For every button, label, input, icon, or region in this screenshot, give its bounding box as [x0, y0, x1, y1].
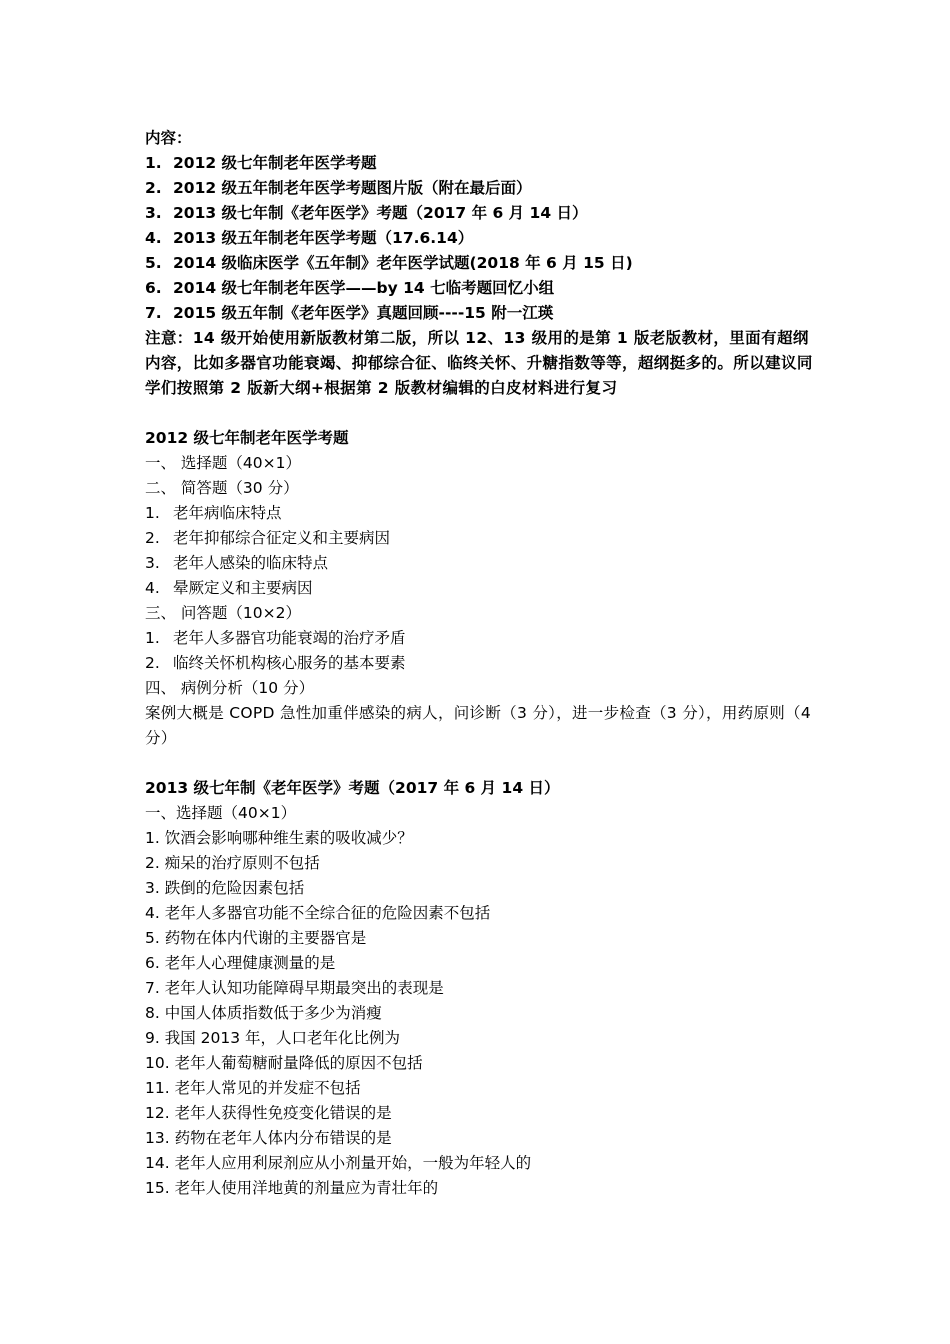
list-item: 4. 2013 级五年制老年医学考题（17.6.14） — [145, 229, 474, 247]
list-item: 2. 老年抑郁综合征定义和主要病因 — [145, 529, 391, 547]
section-heading: 一、选择题（40×1） — [145, 804, 297, 822]
question-item: 4. 老年人多器官功能不全综合征的危险因素不包括 — [145, 904, 491, 922]
document-page — [145, 126, 815, 1201]
section-heading: 二、 简答题（30 分） — [145, 479, 299, 497]
section-heading: 三、 问答题（10×2） — [145, 604, 301, 622]
question-item: 15. 老年人使用洋地黄的剂量应为青壮年的 — [145, 1179, 439, 1197]
list-item: 2. 临终关怀机构核心服务的基本要素 — [145, 654, 406, 672]
list-item: 6. 2014 级七年制老年医学——by 14 七临考题回忆小组 — [145, 279, 555, 297]
question-item: 1. 饮酒会影响哪种维生素的吸收减少？ — [145, 829, 413, 847]
contents-heading: 内容： — [145, 129, 192, 147]
question-item: 9. 我国 2013 年，人口老年化比例为 — [145, 1029, 401, 1047]
question-item: 6. 老年人心理健康测量的是 — [145, 954, 336, 972]
list-item: 3. 2013 级七年制《老年医学》考题（2017 年 6 月 14 日） — [145, 204, 588, 222]
question-item: 14. 老年人应用利尿剂应从小剂量开始，一般为年轻人的 — [145, 1154, 532, 1172]
exam-2013-title: 2013 级七年制《老年医学》考题（2017 年 6 月 14 日） — [145, 779, 560, 797]
list-item: 4. 晕厥定义和主要病因 — [145, 579, 313, 597]
list-item: 1. 老年人多器官功能衰竭的治疗矛盾 — [145, 629, 406, 647]
question-item: 8. 中国人体质指数低于多少为消瘦 — [145, 1004, 382, 1022]
question-item: 10. 老年人葡萄糖耐量降低的原因不包括 — [145, 1054, 423, 1072]
question-item: 5. 药物在体内代谢的主要器官是 — [145, 929, 367, 947]
question-item: 11. 老年人常见的并发症不包括 — [145, 1079, 361, 1097]
list-item: 1. 老年病临床特点 — [145, 504, 282, 522]
question-item: 3. 跌倒的危险因素包括 — [145, 879, 305, 897]
list-item: 3. 老年人感染的临床特点 — [145, 554, 329, 572]
list-item: 7. 2015 级五年制《老年医学》真题回顾----15 附一江瑛 — [145, 304, 554, 322]
section-heading: 一、 选择题（40×1） — [145, 454, 301, 472]
exam-2012-title: 2012 级七年制老年医学考题 — [145, 429, 349, 447]
contents-list — [145, 151, 815, 326]
question-item: 7. 老年人认知功能障碍早期最突出的表现是 — [145, 979, 444, 997]
question-item: 13. 药物在老年人体内分布错误的是 — [145, 1129, 392, 1147]
list-item: 1. 2012 级七年制老年医学考题 — [145, 154, 377, 172]
section-heading: 四、 病例分析（10 分） — [145, 679, 315, 697]
list-item: 2. 2012 级五年制老年医学考题图片版（附在最后面） — [145, 179, 532, 197]
case-paragraph: 案例大概是 COPD 急性加重伴感染的病人，问诊断（3 分），进一步检查（3 分），用药原则（4 分） — [145, 704, 812, 747]
note-paragraph: 注意：14 级开始使用新版教材第二版，所以 12、13 级用的是第 1 版老版教材，里面有超纲内容，比如多器官功能衰竭、抑郁综合征、临终关怀、升糖指数等等，超纲挺多的。所以建议同学们按照第 2 版新大纲+根据第 2 版教材编辑的白皮材料进行复习 — [145, 329, 813, 397]
list-item: 5. 2014 级临床医学《五年制》老年医学试题(2018 年 6 月 15 日) — [145, 254, 633, 272]
question-item: 12. 老年人获得性免疫变化错误的是 — [145, 1104, 392, 1122]
question-item: 2. 痴呆的治疗原则不包括 — [145, 854, 320, 872]
